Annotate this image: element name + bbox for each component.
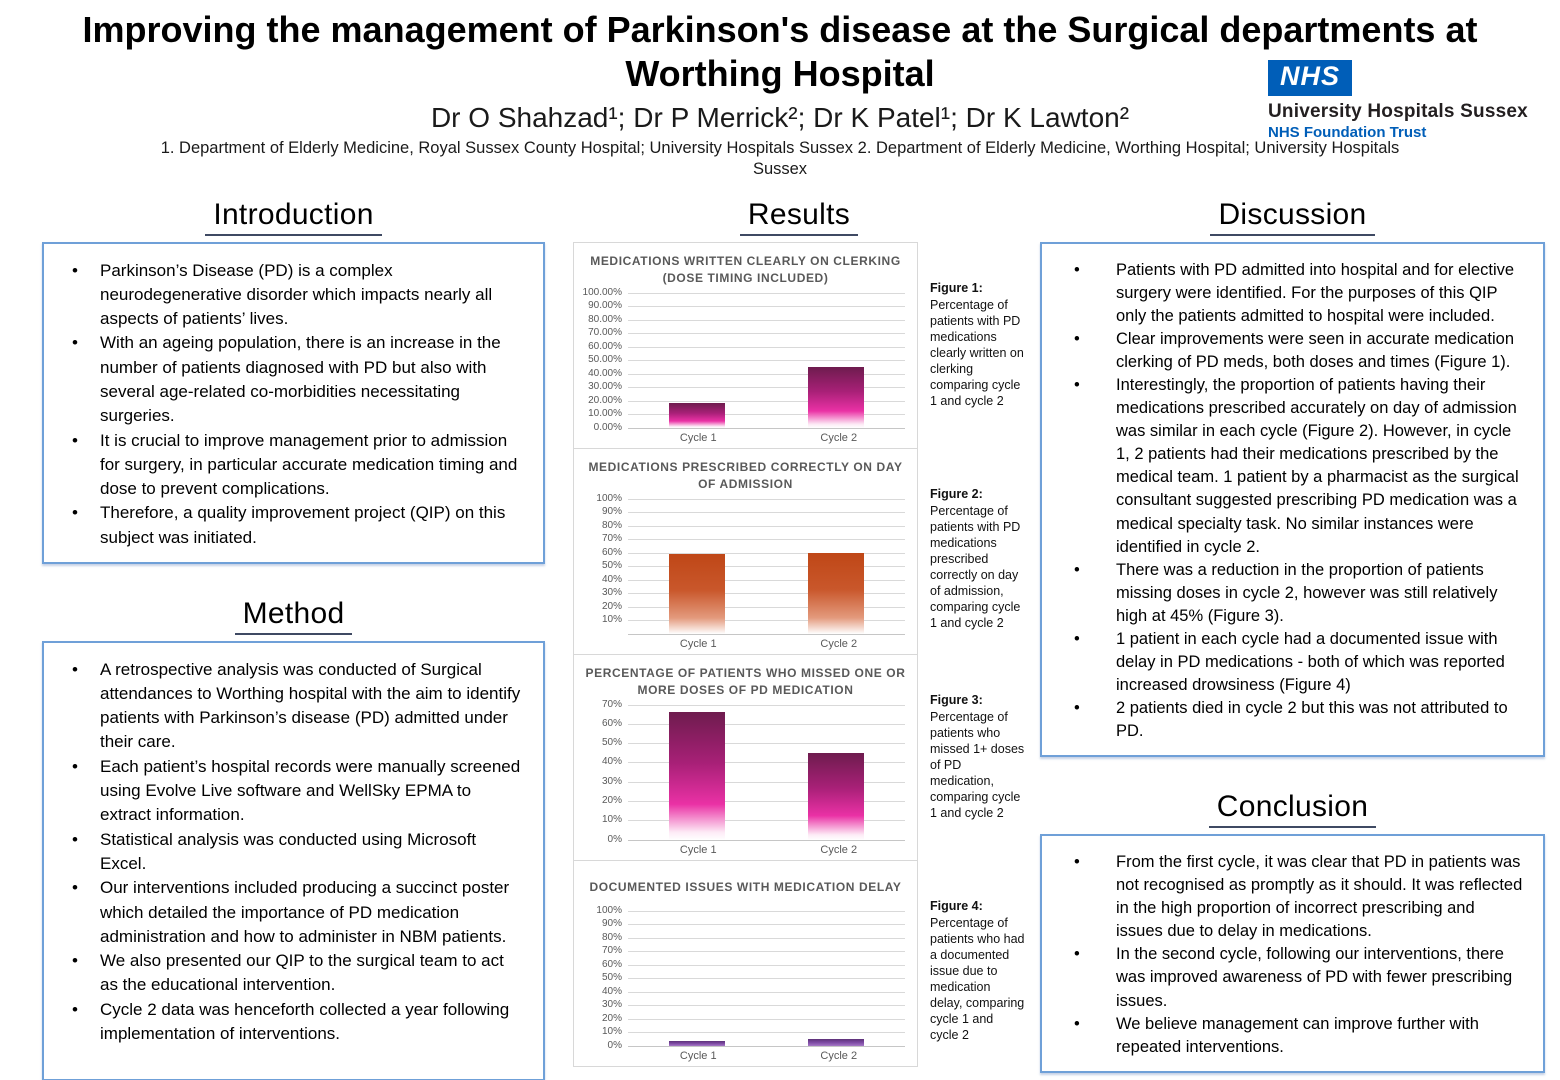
method-heading: Method xyxy=(235,597,353,635)
chart-y-axis xyxy=(582,904,628,1051)
chart-plot-area xyxy=(582,492,909,634)
y-tick-label: 10% xyxy=(601,614,622,625)
poster-header xyxy=(0,8,1560,181)
nhs-org-name: University Hospitals Sussex xyxy=(1268,101,1528,122)
bar-cycle-2 xyxy=(808,367,864,428)
gridline xyxy=(628,924,905,925)
bar-cycle-1 xyxy=(669,712,725,839)
bullet-item: • From the first cycle, it was clear that PD in patients was not recognised as promptly as it should. It was reflected in the high proportion of incorrect prescribing and issues due to delay in medications. xyxy=(1054,851,1525,943)
y-tick-label: 60.00% xyxy=(588,340,622,352)
y-tick-label: 70% xyxy=(601,698,622,710)
chart-figure-3 xyxy=(573,654,918,861)
gridline xyxy=(628,1005,905,1006)
y-tick-label: 10% xyxy=(601,1026,622,1037)
chart-title: MEDICATIONS PRESCRIBED CORRECTLY ON DAY OF ADMISSION xyxy=(588,460,903,491)
y-tick-label: 50.00% xyxy=(588,354,622,365)
bullet-item: • In the second cycle, following our interventions, there was improved awareness of PD with fewer prescribing issues. xyxy=(1054,943,1525,1012)
y-tick-label: 90% xyxy=(601,918,622,929)
chart-plot-area xyxy=(582,286,909,433)
bullet-item: • With an ageing population, there is an increase in the number of patients diagnosed with PD but also with several age-related co-morbidities necessitating surgeries. xyxy=(56,331,525,428)
category-label: Cycle 1 xyxy=(679,431,717,444)
y-tick-label: 10.00% xyxy=(588,408,622,419)
category-label: Cycle 2 xyxy=(820,843,858,856)
figure-2-caption-label: Figure 2: xyxy=(930,486,983,501)
bullet-item: • Interestingly, the proportion of patients having their medications prescribed accurately on day of admission was similar in each cycle (Figure 2). However, in cycle 1, 2 patients had their medications prescribed by the medical team. 1 patient by a pharmacist as the surgical consultant suggested prescribing PD medication was a medical specialty task. No similar instances were identified in cycle 2. xyxy=(1054,374,1525,559)
gridline xyxy=(628,1032,905,1033)
method-bullet-list xyxy=(56,658,525,1047)
y-tick-label: 90.00% xyxy=(588,300,622,311)
y-tick-label: 30.00% xyxy=(588,381,622,392)
chart-plot-area xyxy=(582,904,909,1051)
y-tick-label: 30% xyxy=(601,999,622,1010)
figure-3-caption-label: Figure 3: xyxy=(930,692,983,707)
y-tick-label: 0% xyxy=(607,1039,622,1051)
figure-4-caption xyxy=(918,860,1025,1043)
results-heading: Results xyxy=(740,198,858,236)
bullet-item: • Patients with PD admitted into hospital and for elective surgery were identified. For the purposes of this QIP only the patients admitted to hospital were included. xyxy=(1054,259,1525,328)
method-box xyxy=(42,641,545,1080)
y-tick-label: 80% xyxy=(601,519,622,531)
gridline xyxy=(628,992,905,993)
gridline xyxy=(628,978,905,979)
chart-plot-area xyxy=(582,698,909,845)
bar-cycle-1 xyxy=(669,554,725,634)
bullet-item: • Clear improvements were seen in accurate medication clerking of PD meds, both doses and times (Figure 1). xyxy=(1054,328,1525,374)
gridline xyxy=(628,347,905,348)
chart-y-axis xyxy=(582,698,628,845)
y-tick-label: 20% xyxy=(601,600,622,612)
bullet-item: • Statistical analysis was conducted using Microsoft Excel. xyxy=(56,828,525,877)
y-tick-label: 40% xyxy=(601,756,622,768)
chart-title: MEDICATIONS WRITTEN CLEARLY ON CLERKING (DOSE TIMING INCLUDED) xyxy=(590,254,901,285)
category-label: Cycle 1 xyxy=(679,843,717,856)
category-labels xyxy=(628,1046,909,1062)
category-label: Cycle 2 xyxy=(820,637,858,650)
y-tick-label: 20% xyxy=(601,1012,622,1024)
y-tick-label: 60% xyxy=(601,546,622,558)
y-tick-label: 80% xyxy=(601,931,622,943)
figure-row-1 xyxy=(573,242,1025,449)
y-tick-label: 70.00% xyxy=(588,327,622,338)
figure-2-caption-text: Percentage of patients with PD medications prescribed correctly on day of admission, comparing cycle 1 and cycle 2 xyxy=(930,503,1021,630)
y-tick-label: 10% xyxy=(601,814,622,826)
category-labels xyxy=(628,428,909,444)
discussion-box xyxy=(1040,242,1545,758)
gridline xyxy=(628,705,905,706)
gridline xyxy=(628,526,905,527)
chart-title: PERCENTAGE OF PATIENTS WHO MISSED ONE OR MORE DOSES OF PD MEDICATION xyxy=(585,666,906,697)
figure-row-3 xyxy=(573,654,1025,861)
y-tick-label: 50% xyxy=(601,972,622,983)
figure-4-caption-text: Percentage of patients who had a documented issue due to medication delay, comparing cycle 1 and cycle 2 xyxy=(930,915,1025,1042)
discussion-bullet-list xyxy=(1054,259,1525,744)
introduction-bullet-list xyxy=(56,259,525,551)
gridline xyxy=(628,293,905,294)
y-tick-label: 70% xyxy=(601,533,622,544)
y-tick-label: 90% xyxy=(601,506,622,517)
category-labels xyxy=(628,840,909,856)
discussion-heading: Discussion xyxy=(1210,198,1374,236)
bullet-item: • There was a reduction in the proportion of patients missing doses in cycle 2, however was still relatively high at 45% (Figure 3). xyxy=(1054,559,1525,628)
y-tick-label: 20% xyxy=(601,794,622,806)
nhs-trust-name: NHS Foundation Trust xyxy=(1268,124,1427,141)
chart-figure-2 xyxy=(573,448,918,655)
gridline xyxy=(628,951,905,952)
figure-3-caption-text: Percentage of patients who missed 1+ doses of PD medication, comparing cycle 1 and cycle 2 xyxy=(930,709,1025,820)
y-tick-label: 30% xyxy=(601,587,622,598)
bar-cycle-1 xyxy=(669,403,725,427)
chart-y-axis xyxy=(582,286,628,433)
x-axis-line xyxy=(628,428,905,429)
figure-row-4 xyxy=(573,860,1025,1067)
y-tick-label: 40.00% xyxy=(588,367,622,379)
gridline xyxy=(628,911,905,912)
introduction-heading: Introduction xyxy=(205,198,381,236)
category-label: Cycle 2 xyxy=(820,431,858,444)
category-label: Cycle 2 xyxy=(820,1049,858,1062)
x-axis-line xyxy=(628,634,905,635)
category-label: Cycle 1 xyxy=(679,1049,717,1062)
chart-figure-1 xyxy=(573,242,918,449)
bullet-item: • A retrospective analysis was conducted of Surgical attendances to Worthing hospital with the aim to identify patients with Parkinson’s disease (PD) admitted under their care. xyxy=(56,658,525,755)
results-column xyxy=(573,198,1025,1067)
chart-plot xyxy=(628,499,905,634)
gridline xyxy=(628,306,905,307)
bullet-item: • Each patient’s hospital records were manually screened using Evolve Live software and WellSky EPMA to extract information. xyxy=(56,755,525,828)
y-tick-label: 60% xyxy=(601,958,622,970)
y-tick-label: 20.00% xyxy=(588,394,622,406)
chart-title: DOCUMENTED ISSUES WITH MEDICATION DELAY xyxy=(589,880,902,895)
gridline xyxy=(628,333,905,334)
bar-cycle-2 xyxy=(808,1039,864,1045)
page-title: Improving the management of Parkinson's disease at the Surgical departments at Worthing Hospital xyxy=(82,9,1478,94)
bullet-item: • Parkinson’s Disease (PD) is a complex neurodegenerative disorder which impacts nearly all aspects of patients’ lives. xyxy=(56,259,525,332)
figure-1-caption-label: Figure 1: xyxy=(930,280,983,295)
chart-plot xyxy=(628,911,905,1046)
y-tick-label: 0% xyxy=(607,833,622,845)
bullet-item: • 1 patient in each cycle had a documented issue with delay in PD medications - both of which was reported increased drowsiness (Figure 4) xyxy=(1054,628,1525,697)
chart-plot xyxy=(628,293,905,428)
conclusion-bullet-list xyxy=(1054,851,1525,1059)
conclusion-heading: Conclusion xyxy=(1209,790,1376,828)
y-tick-label: 100% xyxy=(596,492,622,504)
bar-cycle-1 xyxy=(669,1041,725,1045)
bullet-item: • 2 patients died in cycle 2 but this was not attributed to PD. xyxy=(1054,697,1525,743)
y-tick-label: 100% xyxy=(596,904,622,916)
figure-row-2 xyxy=(573,448,1025,655)
figure-3-caption xyxy=(918,654,1025,821)
chart-figure-4 xyxy=(573,860,918,1067)
category-labels xyxy=(628,634,909,650)
x-axis-line xyxy=(628,840,905,841)
authors-line: Dr O Shahzad¹; Dr P Merrick²; Dr K Patel¹; Dr K Lawton² xyxy=(430,101,1130,133)
affiliations-line: 1. Department of Elderly Medicine, Royal Sussex County Hospital; University Hospitals Sussex 2. Department of Elderly Medicine, Worthing Hospital; University Hospitals Sussex xyxy=(160,138,1400,179)
bullet-item: • We believe management can improve further with repeated interventions. xyxy=(1054,1013,1525,1059)
figure-2-caption xyxy=(918,448,1025,631)
figure-4-caption-label: Figure 4: xyxy=(930,898,983,913)
y-tick-label: 70% xyxy=(601,945,622,956)
right-column xyxy=(1040,198,1545,1073)
gridline xyxy=(628,1019,905,1020)
gridline xyxy=(628,938,905,939)
gridline xyxy=(628,360,905,361)
bullet-item: • Our interventions included producing a succinct poster which detailed the importance of PD medication administration and how to administer in NBM patients. xyxy=(56,876,525,949)
bar-cycle-2 xyxy=(808,553,864,634)
y-tick-label: 100.00% xyxy=(582,286,622,298)
introduction-box xyxy=(42,242,545,565)
bullet-item: • It is crucial to improve management prior to admission for surgery, in particular accurate medication timing and dose to prevent complications. xyxy=(56,429,525,502)
figure-1-caption xyxy=(918,242,1025,409)
y-tick-label: 60% xyxy=(601,717,622,729)
bar-cycle-2 xyxy=(808,753,864,840)
category-label: Cycle 1 xyxy=(679,637,717,650)
conclusion-box xyxy=(1040,834,1545,1073)
left-column xyxy=(42,198,545,1080)
nhs-logo xyxy=(1268,60,1554,141)
gridline xyxy=(628,499,905,500)
x-axis-line xyxy=(628,1046,905,1047)
y-tick-label: 40% xyxy=(601,985,622,997)
y-tick-label: 50% xyxy=(601,560,622,571)
chart-plot xyxy=(628,705,905,840)
bullet-item: • We also presented our QIP to the surgical team to act as the educational intervention. xyxy=(56,949,525,998)
gridline xyxy=(628,539,905,540)
chart-y-axis xyxy=(582,492,628,634)
y-tick-label: 50% xyxy=(601,737,622,749)
figure-1-caption-text: Percentage of patients with PD medications clearly written on clerking comparing cycle 1 and cycle 2 xyxy=(930,297,1024,408)
nhs-icon: NHS xyxy=(1268,60,1352,96)
gridline xyxy=(628,965,905,966)
y-tick-label: 40% xyxy=(601,573,622,585)
gridline xyxy=(628,512,905,513)
y-tick-label: 0.00% xyxy=(593,421,622,433)
y-tick-label: 80.00% xyxy=(588,313,622,325)
bullet-item: • Cycle 2 data was henceforth collected a year following implementation of interventions. xyxy=(56,998,525,1047)
y-tick-label: 30% xyxy=(601,775,622,787)
gridline xyxy=(628,320,905,321)
bullet-item: • Therefore, a quality improvement project (QIP) on this subject was initiated. xyxy=(56,501,525,550)
